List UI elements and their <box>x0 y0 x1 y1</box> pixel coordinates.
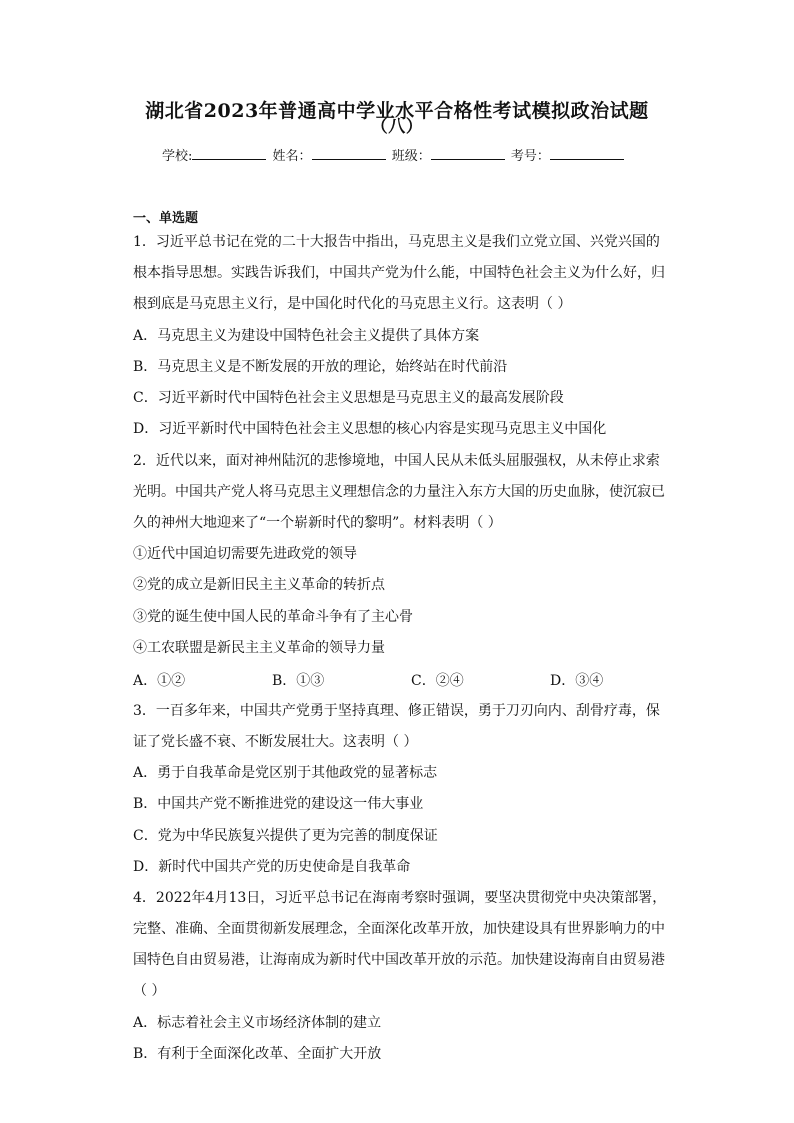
question-2-option-a[interactable]: A．①② <box>133 673 186 689</box>
question-1-option-b[interactable]: B．马克思主义是不断发展的开放的理论，始终站在时代前沿 <box>133 359 508 375</box>
school-blank[interactable] <box>192 147 266 160</box>
question-3-option-a[interactable]: A．勇于自我革命是党区别于其他政党的显著标志 <box>133 765 438 781</box>
question-2-line: 光明。中国共产党人将马克思主义理想信念的力量注入东方大国的历史血脉，使沉寂已 <box>133 484 665 500</box>
question-2-option-d[interactable]: D．③④ <box>550 673 604 689</box>
exam-number-blank[interactable] <box>550 147 624 160</box>
question-4-option-a[interactable]: A．标志着社会主义市场经济体制的建立 <box>133 1015 382 1031</box>
class-label: 班级： <box>391 149 431 164</box>
question-4-line: 4．2022年4月13日，习近平总书记在海南考察时强调，要坚决贯彻党中央决策部署， <box>133 890 667 906</box>
question-2-line: 久的神州大地迎来了“一个崭新时代的黎明”。材料表明（ ） <box>133 515 502 531</box>
question-4-line: （ ） <box>133 983 166 999</box>
exam-title: 湖北省2023年普通高中学业水平合格性考试模拟政治试题 <box>145 100 649 122</box>
question-1-line: 根到底是马克思主义行，是中国化时代化的马克思主义行。这表明（ ） <box>133 296 572 312</box>
question-2-line: 2．近代以来，面对神州陆沉的悲惨境地，中国人民从未低头屈服强权，从未停止求索 <box>133 453 660 469</box>
question-1-line: 根本指导思想。实践告诉我们，中国共产党为什么能，中国特色社会主义为什么好，归 <box>133 265 665 281</box>
section-heading: 一、单选题 <box>133 211 199 226</box>
question-3-line: 3．一百多年来，中国共产党勇于坚持真理、修正错误，勇于刀刃向内、刮骨疗毒，保 <box>133 703 660 719</box>
question-4-option-b[interactable]: B．有利于全面深化改革、全面扩大开放 <box>133 1046 382 1062</box>
exam-subtitle: （八） <box>370 117 424 137</box>
question-3-line: 证了党长盛不衰、不断发展壮大。这表明（ ） <box>133 734 418 750</box>
question-2-statement-3: ③党的诞生使中国人民的革命斗争有了主心骨 <box>133 609 413 625</box>
student-info-line <box>162 145 626 164</box>
name-label: 姓名： <box>272 149 312 164</box>
question-2-statement-4: ④工农联盟是新民主主义革命的领导力量 <box>133 640 385 656</box>
name-blank[interactable] <box>312 147 386 160</box>
question-1-option-c[interactable]: C．习近平新时代中国特色社会主义思想是马克思主义的最高发展阶段 <box>133 390 564 406</box>
question-2-option-c[interactable]: C．②④ <box>411 673 464 689</box>
question-2-statement-1: ①近代中国迫切需要先进政党的领导 <box>133 546 357 562</box>
question-2-options <box>133 670 633 690</box>
question-1-option-d[interactable]: D．习近平新时代中国特色社会主义思想的核心内容是实现马克思主义中国化 <box>133 421 607 437</box>
question-2-option-b[interactable]: B．①③ <box>272 673 325 689</box>
question-4-line: 国特色自由贸易港，让海南成为新时代中国改革开放的示范。加快建设海南自由贸易港 <box>133 952 665 968</box>
question-1-option-a[interactable]: A．马克思主义为建设中国特色社会主义提供了具体方案 <box>133 328 480 344</box>
question-1-line: 1．习近平总书记在党的二十大报告中指出，马克思主义是我们立党立国、兴党兴国的 <box>133 234 660 250</box>
exam-number-label: 考号： <box>510 149 550 164</box>
school-label: 学校: <box>162 149 193 164</box>
question-2-statement-2: ②党的成立是新旧民主主义革命的转折点 <box>133 577 385 593</box>
question-3-option-b[interactable]: B．中国共产党不断推进党的建设这一伟大事业 <box>133 796 424 812</box>
question-3-option-d[interactable]: D．新时代中国共产党的历史使命是自我革命 <box>133 859 411 875</box>
question-4-line: 完整、准确、全面贯彻新发展理念，全面深化改革开放，加快建设具有世界影响力的中 <box>133 921 665 937</box>
class-blank[interactable] <box>431 147 505 160</box>
question-3-option-c[interactable]: C．党为中华民族复兴提供了更为完善的制度保证 <box>133 828 438 844</box>
